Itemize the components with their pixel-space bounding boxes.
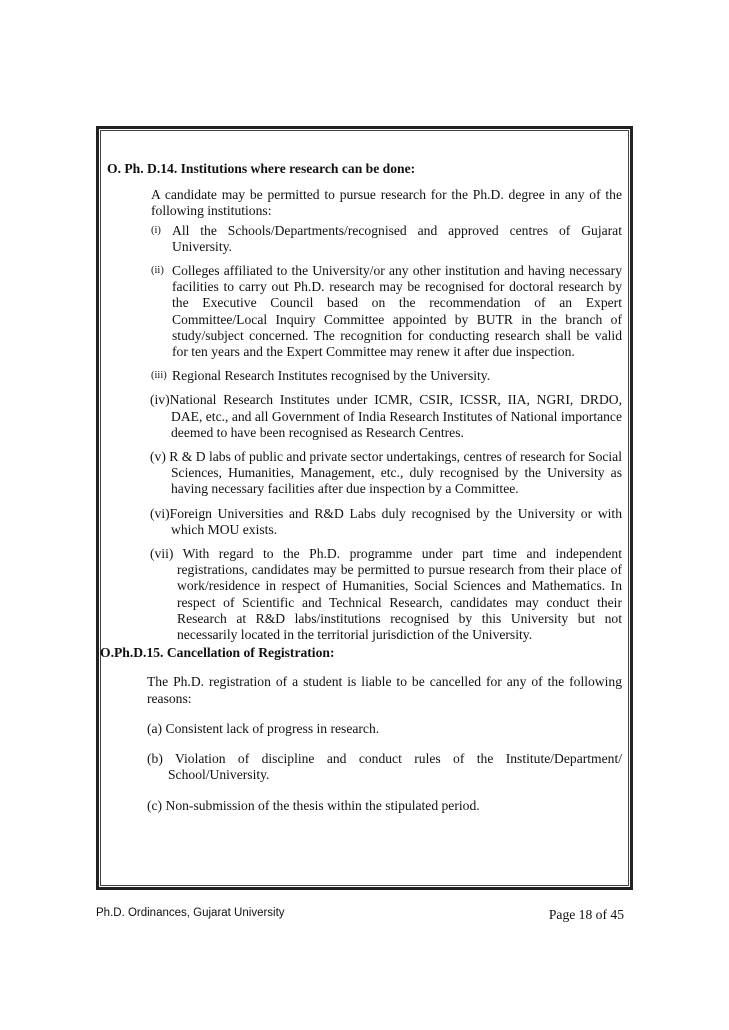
item-text: Foreign Universities and R&D Labs duly recognised by the University or with which MOU exists. — [169, 505, 622, 537]
item-number: (vii) — [150, 546, 174, 562]
item-number: (iii) — [151, 370, 167, 382]
section-15-heading: O.Ph.D.15. Cancellation of Registration: — [100, 645, 335, 661]
item-text: Colleges affiliated to the University/or any other institution and having necessary facilities to carry out Ph.D. research may be recognised for doctoral research by the Executive Council based on the recommendation of an Expert Committee/Local Inquiry Committee appointed by BUTR in the branch of study/subject concerned. The recognition for conducting research shall be valid for ten years and the Expert Committee may renew it after due inspection. — [172, 263, 622, 360]
list-item — [107, 751, 622, 783]
item-number: (i) — [151, 224, 161, 236]
section-15-intro: The Ph.D. registration of a student is liable to be cancelled for any of the following reasons: — [147, 674, 622, 706]
list-item — [107, 546, 622, 643]
item-text: Non-submission of the thesis within the stipulated period. — [165, 797, 480, 813]
list-item — [107, 798, 622, 814]
list-item — [107, 263, 622, 360]
item-text: All the Schools/Departments/recognised and approved centres of Gujarat University. — [172, 222, 622, 254]
footer-document-title: Ph.D. Ordinances, Gujarat University — [96, 907, 285, 919]
page-footer — [96, 907, 624, 923]
item-text: Regional Research Institutes recognised by the University. — [172, 368, 491, 384]
item-text: National Research Institutes under ICMR, CSIR, ICSSR, IIA, NGRI, DRDO, DAE, etc., and all Government of India Research Institutes of National importance deemed to have been recognised as Research Centres. — [169, 392, 622, 440]
item-text: Consistent lack of progress in research. — [165, 720, 380, 736]
item-text: With regard to the Ph.D. programme under part time and independent registrations, candidates may be permitted to pursue research from their place of work/residence in respect of Humanities, Social Sciences and Mathematics. In respect of Scientific and Technical Research, candidates may conduct their Research at R&D labs/institutions recognised by this University but not necessarily located in the territorial jurisdiction of the University. — [177, 546, 622, 643]
document-body — [100, 161, 623, 814]
list-item — [107, 223, 622, 255]
item-number: (vi) — [150, 505, 170, 521]
list-item — [107, 506, 622, 538]
section-14-heading: O. Ph. D.14. Institutions where research can be done: — [107, 161, 416, 176]
item-number: (ii) — [151, 265, 164, 277]
section-14-intro: A candidate may be permitted to pursue research for the Ph.D. degree in any of the following institutions: — [151, 187, 622, 219]
list-item — [107, 392, 622, 441]
page-number: Page 18 of 45 — [548, 907, 624, 922]
item-number: (iv) — [150, 392, 170, 408]
item-number: (a) — [147, 720, 163, 736]
list-item — [107, 368, 622, 384]
item-text: Violation of discipline and conduct rules of the Institute/Department/ School/University. — [168, 751, 623, 783]
item-number: (c) — [147, 797, 163, 813]
item-text: R & D labs of public and private sector undertakings, centres of research for Social Sciences, Humanities, Management, etc., duly recognised by the University as having necessary facilities after due inspection by a Committee. — [169, 449, 622, 497]
item-number: (v) — [150, 449, 166, 465]
item-number: (b) — [147, 751, 163, 767]
list-item — [107, 449, 622, 498]
list-item — [107, 721, 622, 737]
